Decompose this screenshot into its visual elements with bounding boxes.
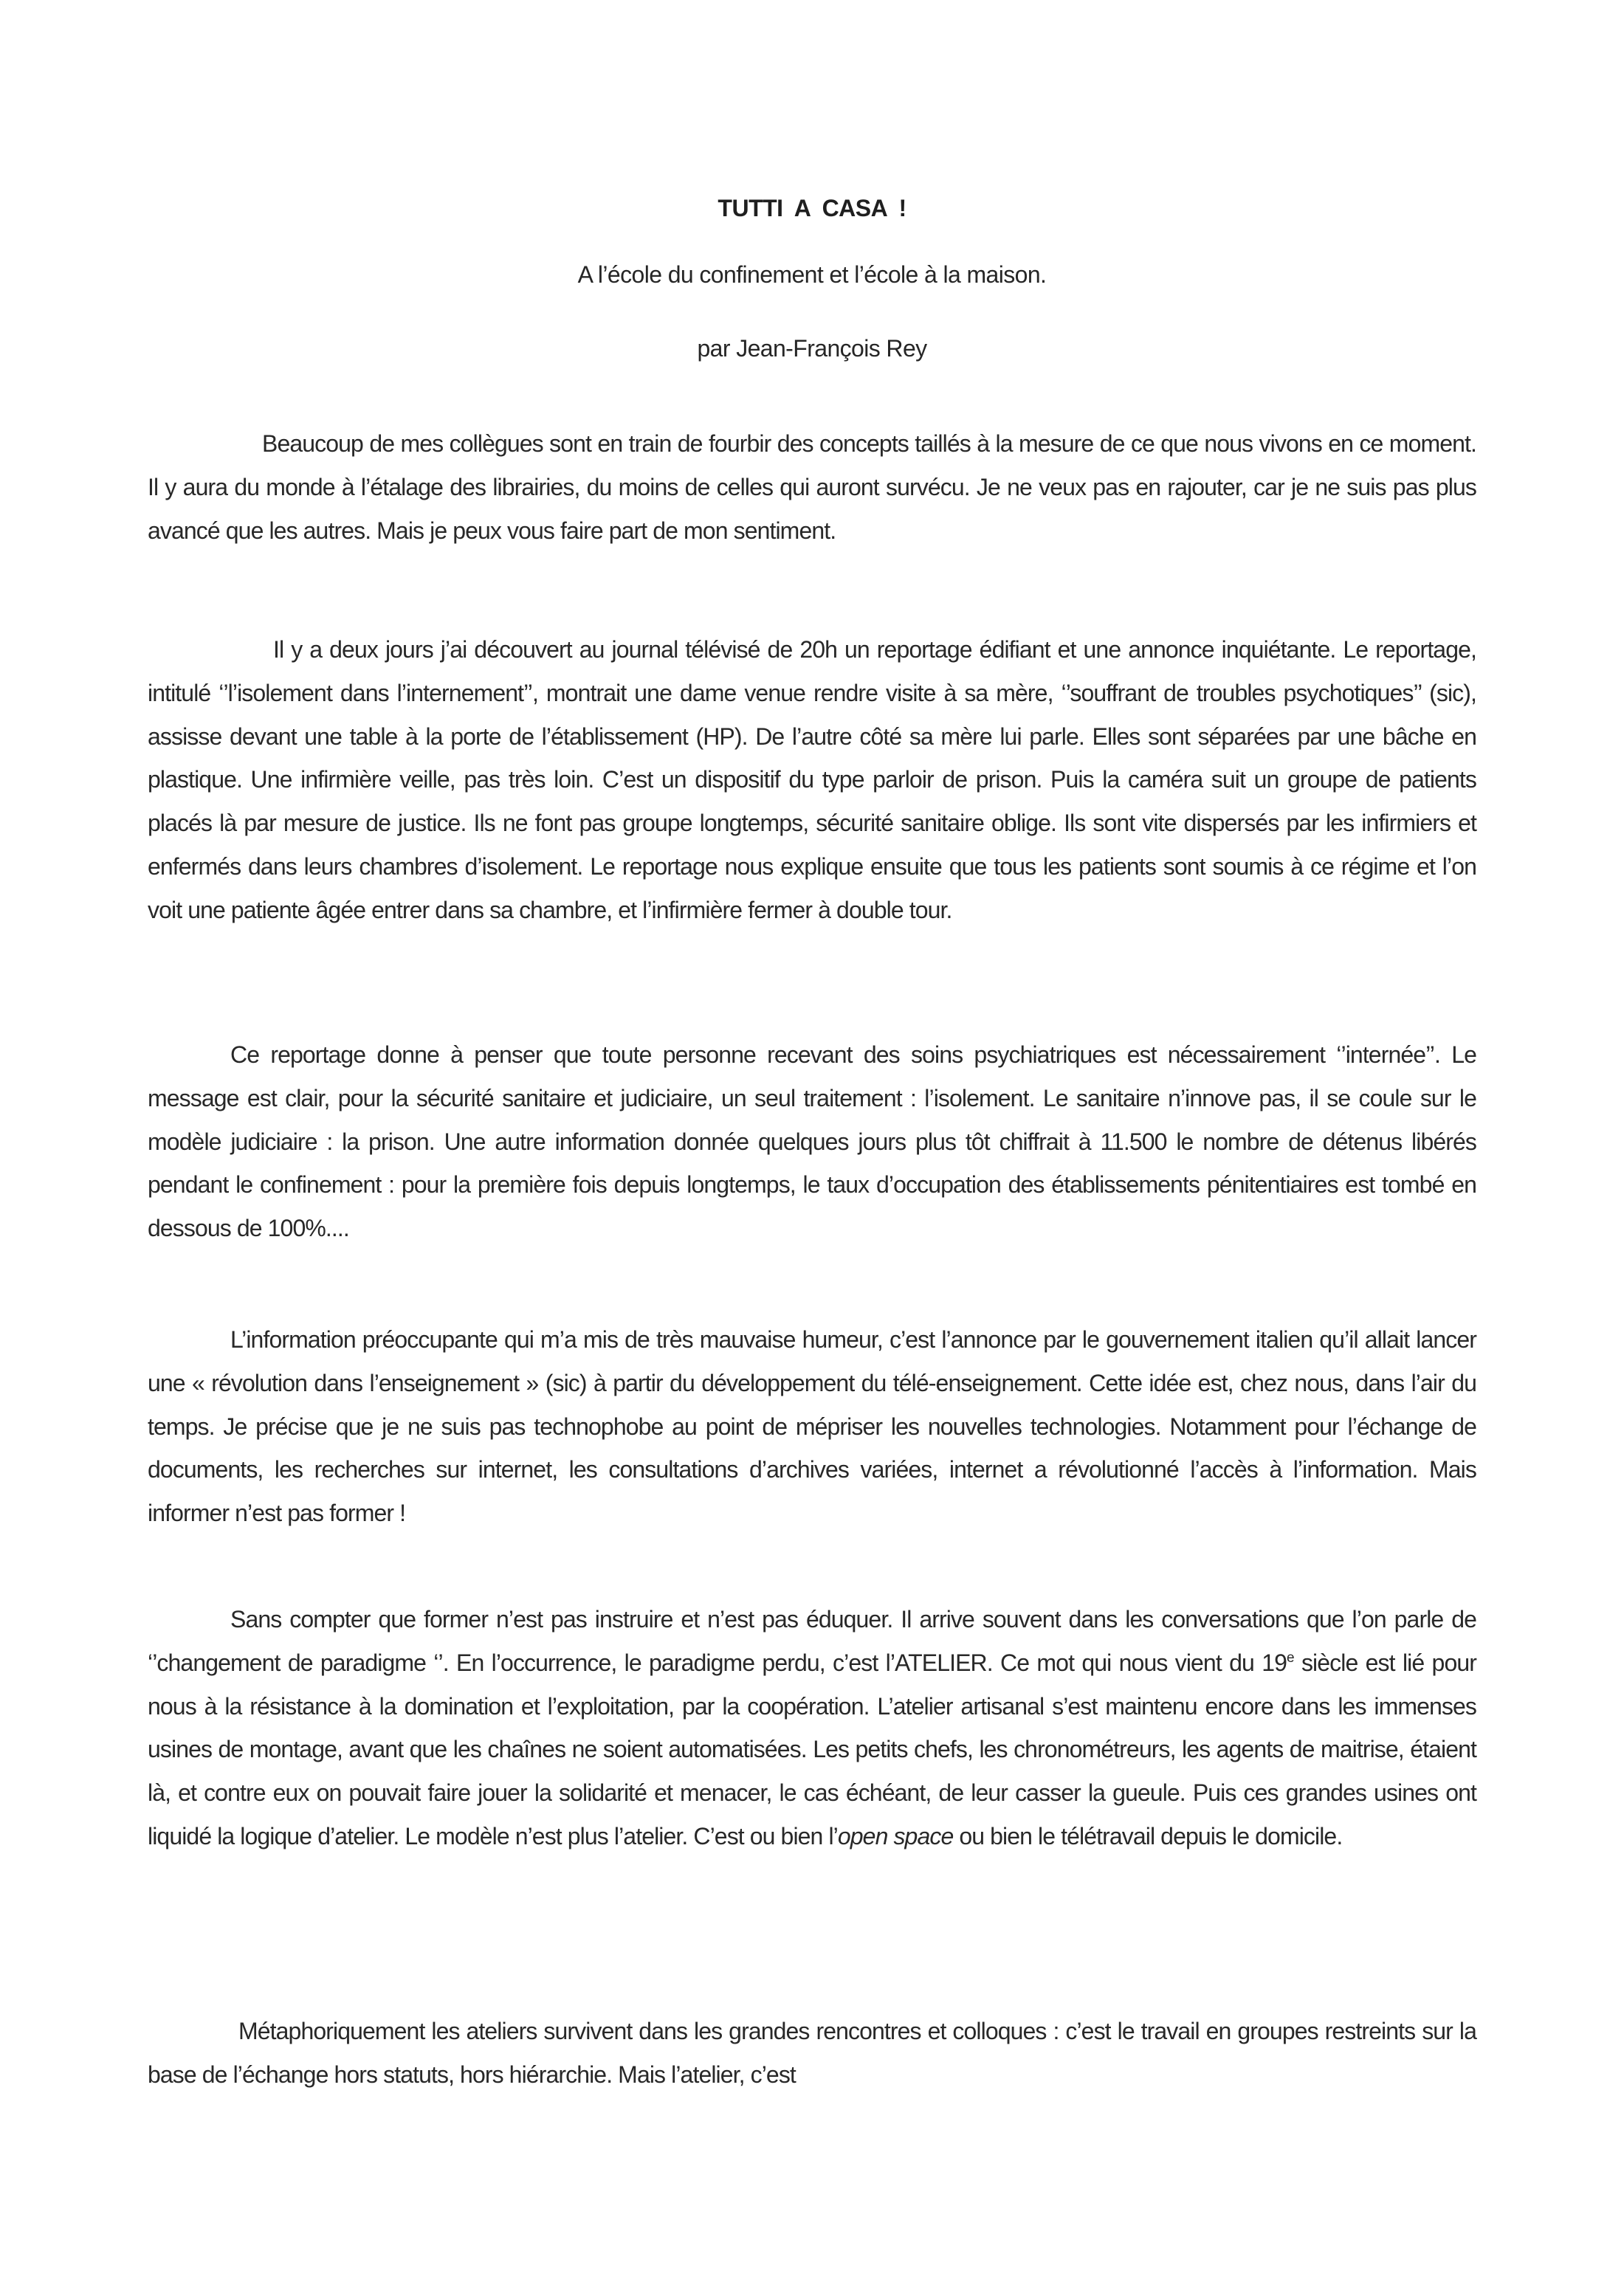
paragraph-text: Sans compter que former n’est pas instruire et n’est pas éduquer. Il arrive souvent dans les conversations que l’on parle de ‘’changement de paradigme ‘’. En l’occurrence, le paradigme perdu, c’est l’ATELIER. Ce mot qui nous vient du 19 [148,1606,1476,1676]
body-paragraph-4: L’information préoccupante qui m’a mis de très mauvaise humeur, c’est l’annonce par le gouvernement italien qu’il allait lancer une « révolution dans l’enseignement » (sic) à partir du développement du télé-enseignement. Cette idée est, chez nous, dans l’air du temps. Je précise que je ne suis pas technophobe au point de mépriser les nouvelles technologies. Notamment pour l’échange de documents, les recherches sur internet, les consultations d’archives variées, internet a révolutionné l’accès à l’information. Mais informer n’est pas former ! [148,1326,1476,1527]
body-paragraph-3: Ce reportage donne à penser que toute personne recevant des soins psychiatriques est nécessairement ‘’internée’’. Le message est clair, pour la sécurité sanitaire et judiciaire, un seul traitement : l’isolement. Le sanitaire n’innove pas, il se coule sur le modèle judiciaire : la prison. Une autre information donnée quelques jours plus tôt chiffrait à 11.500 le nombre de détenus libérés pendant le confinement : pour la première fois depuis longtemps, le taux d’occupation des établissements pénitentiaires est tombé en dessous de 100%.... [148,1041,1476,1242]
body-paragraph-6: Métaphoriquement les ateliers survivent dans les grandes rencontres et colloques : c’est le travail en groupes restreints sur la base de l’échange hors statuts, hors hiérarchie. Mais l’atelier, c’est [148,2018,1476,2088]
body-paragraph-1: Beaucoup de mes collègues sont en train de fourbir des concepts taillés à la mesure de ce que nous vivons en ce moment. Il y aura du monde à l’étalage des librairies, du moins de celles qui auront survécu. Je ne veux pas en rajouter, car je ne suis pas plus avancé que les autres. Mais je peux vous faire part de mon sentiment. [148,430,1476,544]
body-paragraph-2: Il y a deux jours j’ai découvert au journal télévisé de 20h un reportage édifiant et une annonce inquiétante. Le reportage, intitulé ‘’l’isolement dans l’internement’’, montrait une dame venue rendre visite à sa mère, ‘’souffrant de troubles psychotiques’’ (sic), assisse devant une table à la porte de l’établissement (HP). De l’autre côté sa mère lui parle. Elles sont séparées par une bâche en plastique. Une infirmière veille, pas très loin. C’est un dispositif du type parloir de prison. Puis la caméra suit un groupe de patients placés là par mesure de justice. Ils ne font pas groupe longtemps, sécurité sanitaire oblige. Ils sont vite dispersés par les infirmiers et enfermés dans leurs chambres d’isolement. Le reportage nous explique ensuite que tous les patients sont soumis à ce régime et l’on voit une patiente âgée entrer dans sa chambre, et l’infirmière fermer à double tour. [148,636,1476,923]
paragraph-text: ou bien le télétravail depuis le domicile. [953,1822,1343,1849]
document-subtitle: A l’école du confinement et l’école à la maison. [577,261,1047,288]
body-paragraph-5 [148,1598,1476,1858]
author-byline: par Jean-François Rey [697,335,927,362]
century-superscript: e [1287,1649,1294,1666]
paragraph-text: siècle est lié pour nous à la résistance à la domination et l’exploitation, par la coopération. L’atelier artisanal s’est maintenu encore dans les immenses usines de montage, avant que les chaînes ne soient automatisées. Les petits chefs, les chronométreurs, les agents de maitrise, étaient là, et contre eux on pouvait faire jouer la solidarité et menacer, le cas échéant, de leur casser la gueule. Puis ces grandes usines ont liquidé la logique d’atelier. Le modèle n’est plus l’atelier. C’est ou bien l’ [148,1649,1476,1849]
italic-term: open space [837,1822,954,1849]
document-title: TUTTI A CASA ! [718,195,906,221]
